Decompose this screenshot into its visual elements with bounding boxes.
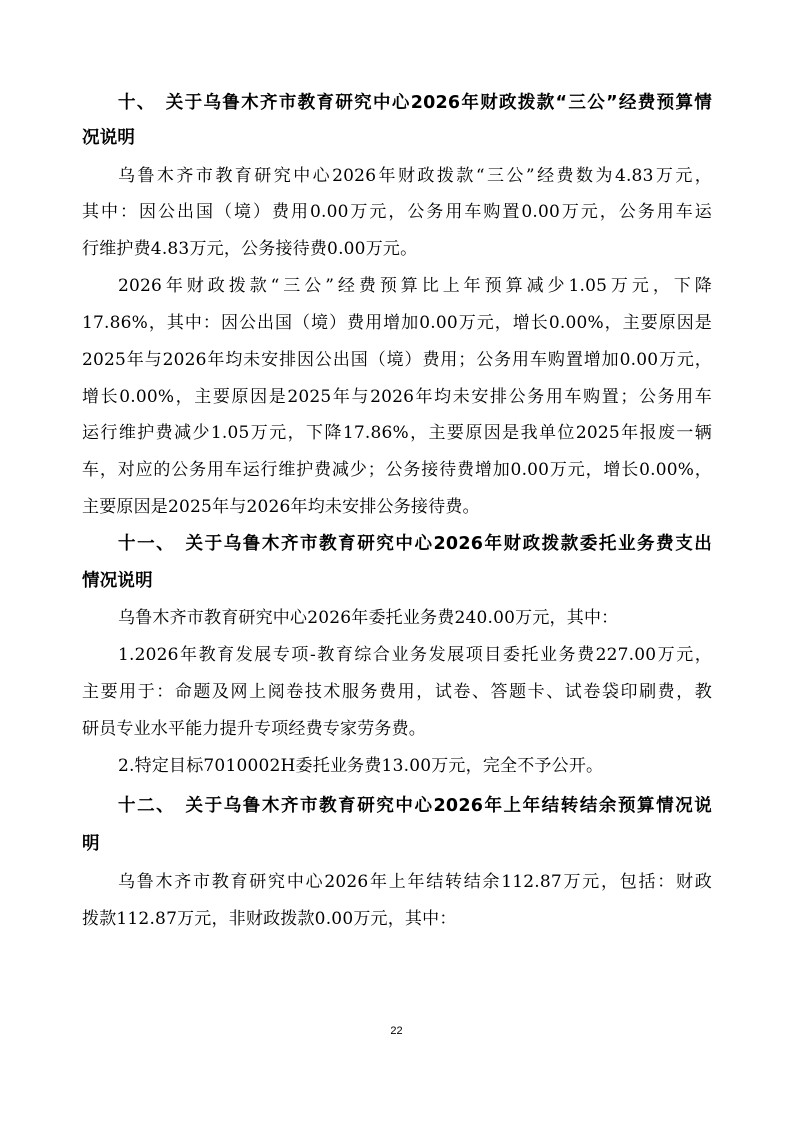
section-10-paragraph-1-line-2: 其中：因公出国（境）费用0.00万元，公务用车购置0.00万元，公务用车运 — [82, 202, 712, 222]
section-10-paragraph-2-line-5: 运行维护费减少1.05万元，下降17.86%，主要原因是我单位2025年报废一辆 — [82, 423, 712, 443]
section-11-heading-line-1: 十一、 关于乌鲁木齐市教育研究中心2026年财政拨款委托业务费支出 — [118, 534, 712, 554]
section-11-paragraph-2-line-2: 主要用于：命题及网上阅卷技术服务费用，试卷、答题卡、试卷袋印刷费，教 — [82, 682, 712, 702]
section-10-heading-line-1: 十、 关于乌鲁木齐市教育研究中心2026年财政拨款“三公”经费预算情 — [118, 93, 712, 113]
section-10-paragraph-1-line-1: 乌鲁木齐市教育研究中心2026年财政拨款“三公”经费数为4.83万元， — [118, 166, 712, 186]
section-10-paragraph-2-line-4: 增长0.00%，主要原因是2025年与2026年均未安排公务用车购置；公务用车 — [82, 387, 712, 407]
section-10-paragraph-2-line-2: 17.86%，其中：因公出国（境）费用增加0.00万元，增长0.00%，主要原因是 — [82, 313, 712, 333]
section-12-paragraph-1-line-1: 乌鲁木齐市教育研究中心2026年上年结转结余112.87万元，包括：财政 — [118, 872, 712, 892]
section-11-paragraph-2-line-1: 1.2026年教育发展专项-教育综合业务发展项目委托业务费227.00万元， — [118, 645, 712, 665]
section-10-heading-line-2: 况说明 — [82, 128, 136, 148]
section-12-heading-line-1: 十二、 关于乌鲁木齐市教育研究中心2026年上年结转结余预算情况说 — [118, 796, 712, 816]
section-12-heading-line-2: 明 — [82, 834, 100, 854]
section-12-paragraph-1-line-2: 拨款112.87万元，非财政拨款0.00万元，其中： — [82, 909, 457, 929]
page-number: 22 — [390, 1025, 403, 1037]
section-10-paragraph-1-line-3: 行维护费4.83万元，公务接待费0.00万元。 — [82, 239, 418, 259]
section-11-paragraph-2-line-3: 研员专业水平能力提升专项经费专家劳务费。 — [82, 719, 426, 739]
section-10-paragraph-2-line-7: 主要原因是2025年与2026年均未安排公务接待费。 — [82, 497, 480, 517]
section-11-paragraph-1: 乌鲁木齐市教育研究中心2026年委托业务费240.00万元，其中： — [118, 608, 619, 628]
section-10-paragraph-2-line-6: 车，对应的公务用车运行维护费减少；公务接待费增加0.00万元，增长0.00%， — [82, 460, 712, 480]
section-10-paragraph-2-line-3: 2025年与2026年均未安排因公出国（境）费用；公务用车购置增加0.00万元， — [82, 350, 712, 370]
section-10-paragraph-2-line-1: 2026年财政拨款“三公”经费预算比上年预算减少1.05万元，下降 — [118, 276, 712, 296]
section-11-paragraph-3: 2.特定目标7010002H委托业务费13.00万元，完全不予公开。 — [118, 756, 604, 776]
section-11-heading-line-2: 情况说明 — [82, 571, 153, 591]
